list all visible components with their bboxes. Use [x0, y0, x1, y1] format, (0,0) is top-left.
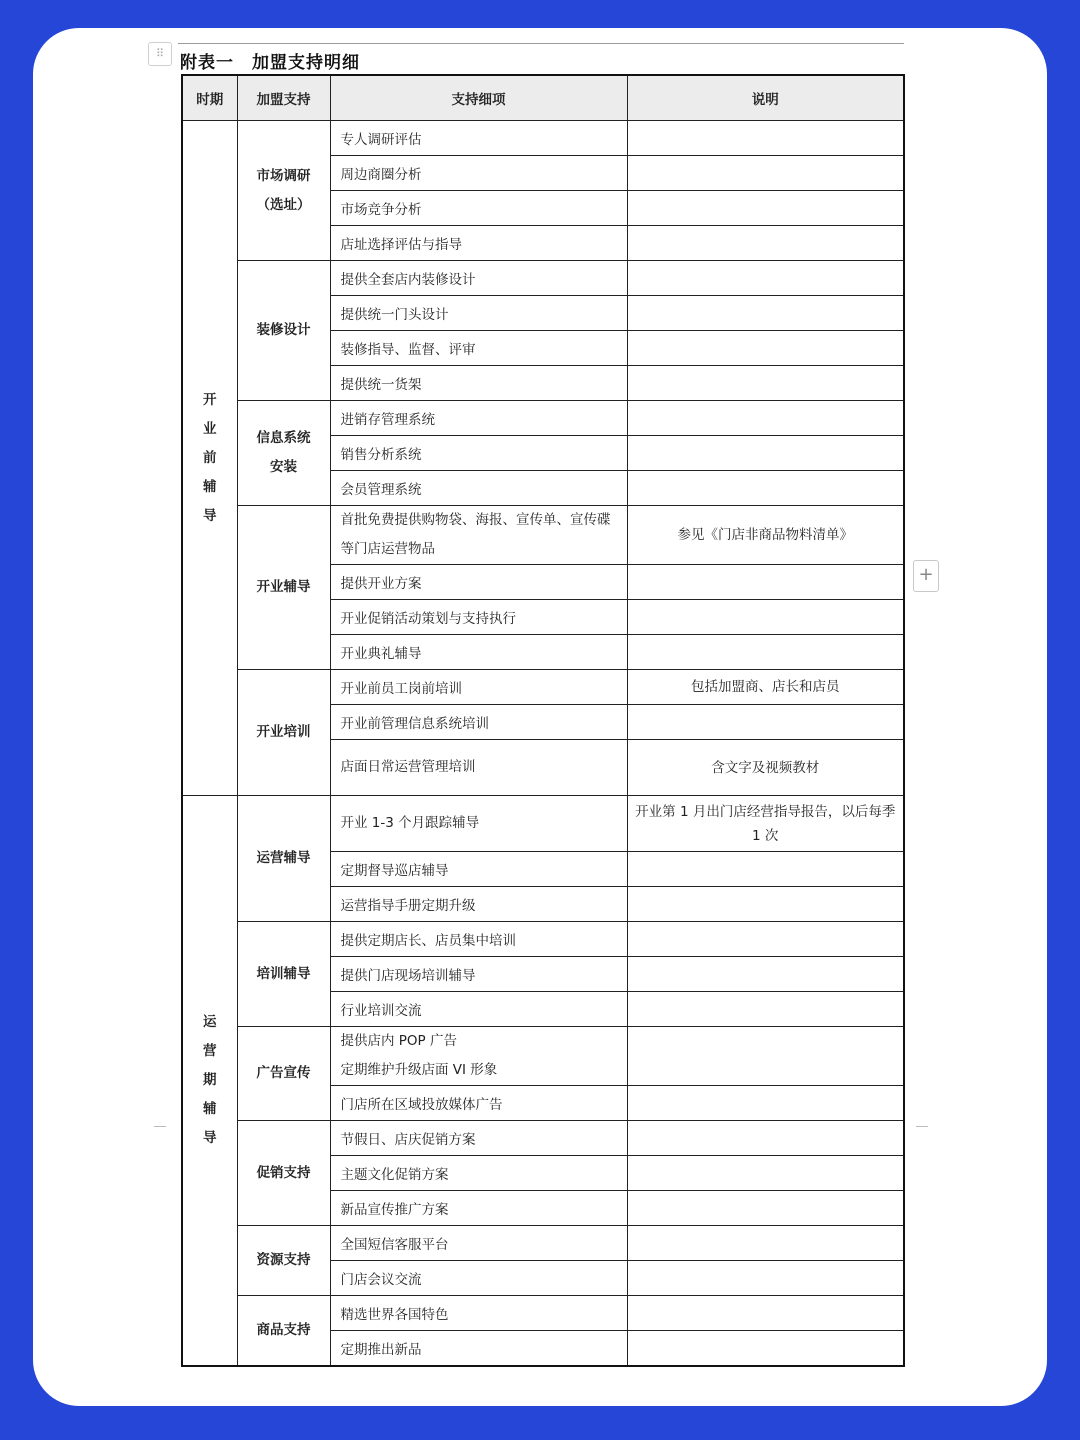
table-row	[182, 670, 904, 705]
category-cell: 促销支持	[237, 1121, 330, 1226]
detail-cell: 开业促销活动策划与支持执行	[330, 600, 627, 635]
detail-cell: 提供门店现场培训辅导	[330, 957, 627, 992]
detail-cell: 门店所在区域投放媒体广告	[330, 1086, 627, 1121]
category-cell: 开业辅导	[237, 506, 330, 670]
detail-cell: 提供店内 POP 广告 定期维护升级店面 VI 形象	[330, 1027, 627, 1086]
note-cell: 开业第 1 月出门店经营指导报告，以后每季 1 次	[627, 796, 904, 852]
category-cell: 广告宣传	[237, 1027, 330, 1121]
note-cell	[627, 1027, 904, 1086]
category-cell: 市场调研 （选址）	[237, 121, 330, 261]
detail-cell: 开业前员工岗前培训	[330, 670, 627, 705]
note-cell	[627, 226, 904, 261]
detail-cell: 新品宣传推广方案	[330, 1191, 627, 1226]
note-cell	[627, 296, 904, 331]
table-row	[182, 922, 904, 957]
table-row	[182, 121, 904, 156]
detail-cell: 定期督导巡店辅导	[330, 852, 627, 887]
page-top-rule	[178, 43, 904, 44]
detail-cell: 门店会议交流	[330, 1261, 627, 1296]
note-cell	[627, 1156, 904, 1191]
franchise-support-table	[181, 74, 905, 1367]
detail-cell: 市场竞争分析	[330, 191, 627, 226]
table-row	[182, 1027, 904, 1086]
note-cell	[627, 1261, 904, 1296]
category-cell: 运营辅导	[237, 796, 330, 922]
detail-cell: 会员管理系统	[330, 471, 627, 506]
detail-cell: 提供全套店内装修设计	[330, 261, 627, 296]
detail-cell: 运营指导手册定期升级	[330, 887, 627, 922]
detail-cell: 开业 1-3 个月跟踪辅导	[330, 796, 627, 852]
column-header-support: 加盟支持	[237, 75, 330, 121]
period-cell: 开 业 前 辅 导	[182, 121, 237, 796]
detail-cell: 提供统一门头设计	[330, 296, 627, 331]
detail-cell: 销售分析系统	[330, 436, 627, 471]
add-column-button[interactable]: +	[913, 560, 939, 592]
note-cell	[627, 1226, 904, 1261]
category-cell: 培训辅导	[237, 922, 330, 1027]
detail-cell: 装修指导、监督、评审	[330, 331, 627, 366]
detail-cell: 全国短信客服平台	[330, 1226, 627, 1261]
period-cell: 运 营 期 辅 导	[182, 796, 237, 1366]
detail-cell: 行业培训交流	[330, 992, 627, 1027]
category-cell: 信息系统 安装	[237, 401, 330, 506]
table-row	[182, 401, 904, 436]
column-header-detail: 支持细项	[330, 75, 627, 121]
category-cell: 商品支持	[237, 1296, 330, 1366]
detail-cell: 节假日、店庆促销方案	[330, 1121, 627, 1156]
detail-cell: 定期推出新品	[330, 1331, 627, 1366]
detail-cell: 提供统一货架	[330, 366, 627, 401]
note-cell	[627, 436, 904, 471]
column-header-note: 说明	[627, 75, 904, 121]
note-cell	[627, 635, 904, 670]
detail-cell: 店址选择评估与指导	[330, 226, 627, 261]
margin-mark-right	[916, 1126, 928, 1127]
note-cell	[627, 121, 904, 156]
detail-cell: 店面日常运营管理培训	[330, 740, 627, 796]
note-cell	[627, 261, 904, 296]
table-row	[182, 796, 904, 852]
note-cell	[627, 922, 904, 957]
detail-cell: 开业前管理信息系统培训	[330, 705, 627, 740]
note-cell	[627, 705, 904, 740]
detail-cell: 首批免费提供购物袋、海报、宣传单、宣传碟等门店运营物品	[330, 506, 627, 565]
note-cell	[627, 852, 904, 887]
note-cell	[627, 366, 904, 401]
note-cell	[627, 992, 904, 1027]
note-cell	[627, 191, 904, 226]
note-cell	[627, 1121, 904, 1156]
note-cell	[627, 1191, 904, 1226]
note-cell	[627, 1086, 904, 1121]
category-cell: 装修设计	[237, 261, 330, 401]
detail-cell: 主题文化促销方案	[330, 1156, 627, 1191]
note-cell	[627, 1331, 904, 1366]
note-cell	[627, 600, 904, 635]
note-cell	[627, 156, 904, 191]
table-row	[182, 1296, 904, 1331]
detail-cell: 进销存管理系统	[330, 401, 627, 436]
note-cell	[627, 565, 904, 600]
note-cell	[627, 471, 904, 506]
detail-cell: 专人调研评估	[330, 121, 627, 156]
drag-handle-icon[interactable]: ⠿	[148, 42, 172, 66]
detail-cell: 提供定期店长、店员集中培训	[330, 922, 627, 957]
note-cell	[627, 957, 904, 992]
note-cell	[627, 887, 904, 922]
column-header-period: 时期	[182, 75, 237, 121]
note-cell: 参见《门店非商品物料清单》	[627, 506, 904, 565]
detail-cell: 周边商圈分析	[330, 156, 627, 191]
table-row	[182, 506, 904, 565]
detail-cell: 提供开业方案	[330, 565, 627, 600]
note-cell	[627, 401, 904, 436]
note-cell: 含文字及视频教材	[627, 740, 904, 796]
category-cell: 开业培训	[237, 670, 330, 796]
note-cell	[627, 331, 904, 366]
margin-mark-left	[154, 1126, 166, 1127]
detail-cell: 精选世界各国特色	[330, 1296, 627, 1331]
document-title: 附表一 加盟支持明细	[180, 53, 360, 73]
detail-cell: 开业典礼辅导	[330, 635, 627, 670]
category-cell: 资源支持	[237, 1226, 330, 1296]
table-row	[182, 261, 904, 296]
note-cell	[627, 1296, 904, 1331]
note-cell: 包括加盟商、店长和店员	[627, 670, 904, 705]
table-row	[182, 1226, 904, 1261]
table-row	[182, 1121, 904, 1156]
